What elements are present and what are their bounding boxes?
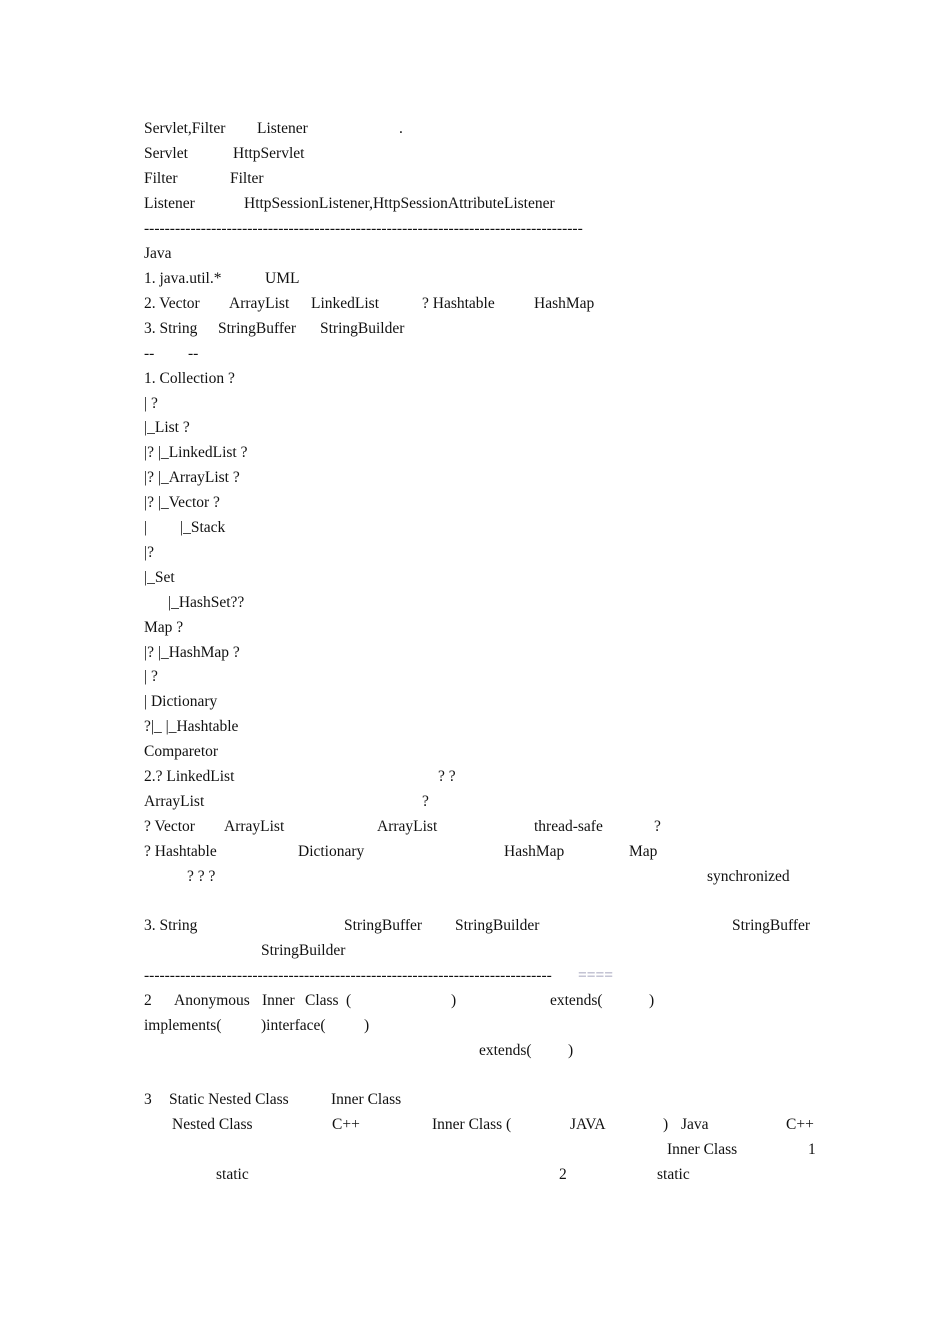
text-line bbox=[144, 166, 816, 191]
text-span: |? |_LinkedList ? bbox=[144, 444, 248, 461]
text-span: StringBuilder bbox=[455, 917, 540, 934]
separator-text: ------------------------------------------------------------------------------------- bbox=[144, 220, 583, 237]
text-span: 2 bbox=[559, 1166, 567, 1183]
text-line bbox=[144, 714, 816, 739]
text-span: |_HashSet?? bbox=[168, 594, 245, 611]
text-span: |_List ? bbox=[144, 419, 190, 436]
text-line bbox=[144, 864, 816, 889]
text-span: |? bbox=[144, 544, 154, 561]
text-line bbox=[144, 640, 816, 665]
text-span: -- bbox=[188, 345, 199, 362]
text-line bbox=[144, 664, 816, 689]
text-span: 2.? LinkedList bbox=[144, 768, 235, 785]
text-span: StringBuffer bbox=[732, 917, 811, 934]
text-line bbox=[144, 938, 816, 963]
text-line bbox=[144, 615, 816, 640]
text-span: 1. Collection ? bbox=[144, 370, 235, 387]
text-span: |_Set bbox=[144, 569, 175, 586]
text-span: Listener bbox=[257, 120, 308, 137]
text-line bbox=[144, 565, 816, 590]
text-line bbox=[144, 490, 816, 515]
text-span: ArrayList bbox=[224, 818, 285, 835]
text-span: StringBuilder bbox=[320, 320, 405, 337]
text-line bbox=[144, 341, 816, 366]
text-span: ArrayList bbox=[229, 295, 290, 312]
text-line bbox=[144, 266, 816, 291]
text-span: 2 bbox=[144, 992, 152, 1009]
text-span: Java bbox=[681, 1116, 709, 1133]
separator-line bbox=[144, 216, 816, 241]
text-span: Servlet,Filter bbox=[144, 120, 226, 137]
text-line bbox=[144, 515, 816, 540]
text-span: |? |_HashMap ? bbox=[144, 644, 240, 661]
text-span: HttpSessionListener,HttpSessionAttributeListener bbox=[244, 195, 555, 212]
text-span: implements( bbox=[144, 1017, 222, 1034]
text-span: LinkedList bbox=[311, 295, 380, 312]
text-span: Nested Class bbox=[172, 1116, 253, 1133]
text-span: )interface( bbox=[261, 1017, 326, 1034]
text-span: StringBuilder bbox=[261, 942, 346, 959]
text-line bbox=[144, 1038, 816, 1063]
text-line bbox=[144, 291, 816, 316]
text-line bbox=[144, 440, 816, 465]
text-line bbox=[144, 590, 816, 615]
separator-text: ------------------------------------------------------------------------------- bbox=[144, 967, 552, 984]
text-span: HashMap bbox=[534, 295, 595, 312]
text-span: ) bbox=[364, 1017, 370, 1034]
text-line bbox=[144, 116, 816, 141]
text-line bbox=[144, 764, 816, 789]
text-span: Comparetor bbox=[144, 743, 219, 760]
text-span: Filter bbox=[144, 170, 178, 187]
text-span: ArrayList bbox=[144, 793, 205, 810]
text-line bbox=[144, 1137, 816, 1162]
text-span: | ? bbox=[144, 395, 158, 412]
text-span: HashMap bbox=[504, 843, 565, 860]
text-span: Listener bbox=[144, 195, 195, 212]
text-span: Inner Class bbox=[331, 1091, 402, 1108]
text-line bbox=[144, 814, 816, 839]
text-span: | Dictionary bbox=[144, 693, 218, 710]
text-span: . bbox=[399, 120, 403, 137]
text-span: ) bbox=[451, 992, 457, 1009]
text-line bbox=[144, 316, 816, 341]
text-span: 3 bbox=[144, 1091, 152, 1108]
text-line bbox=[144, 1112, 816, 1137]
text-span: ArrayList bbox=[377, 818, 438, 835]
text-span: extends( bbox=[550, 992, 603, 1009]
text-span: StringBuffer bbox=[218, 320, 297, 337]
text-line bbox=[144, 689, 816, 714]
text-span: | bbox=[144, 519, 148, 536]
text-line bbox=[144, 415, 816, 440]
text-span: |? |_ArrayList ? bbox=[144, 469, 240, 486]
text-span: ? ? ? bbox=[187, 868, 216, 885]
text-span: |? |_Vector ? bbox=[144, 494, 220, 511]
text-line bbox=[144, 988, 816, 1013]
text-span: Java bbox=[144, 245, 172, 262]
text-span: Map bbox=[629, 843, 658, 860]
text-line bbox=[144, 191, 816, 216]
text-span: UML bbox=[265, 270, 300, 287]
text-span: ) bbox=[568, 1042, 574, 1059]
separator-line bbox=[144, 963, 816, 988]
text-span: Inner bbox=[262, 992, 295, 1009]
text-line bbox=[144, 739, 816, 764]
text-span: 2. Vector bbox=[144, 295, 200, 312]
separator-text: ==== bbox=[578, 967, 613, 984]
text-span: Dictionary bbox=[298, 843, 365, 860]
text-line bbox=[144, 241, 816, 266]
text-span: Class bbox=[305, 992, 339, 1009]
text-span: ) bbox=[663, 1116, 669, 1133]
text-line bbox=[144, 839, 816, 864]
text-span: Static Nested Class bbox=[169, 1091, 289, 1108]
text-span: ( bbox=[346, 992, 352, 1009]
text-span: ? Vector bbox=[144, 818, 195, 835]
text-span: |_Stack bbox=[180, 519, 226, 536]
text-span: static bbox=[216, 1166, 249, 1183]
text-span: Servlet bbox=[144, 145, 188, 162]
text-span: ?|_ |_Hashtable bbox=[144, 718, 239, 735]
text-line bbox=[144, 465, 816, 490]
text-span: 3. String bbox=[144, 917, 198, 934]
text-span: C++ bbox=[786, 1116, 814, 1133]
text-span: ? bbox=[654, 818, 661, 835]
text-span: 1 bbox=[808, 1141, 816, 1158]
text-span: | ? bbox=[144, 668, 158, 685]
text-line bbox=[144, 913, 816, 938]
text-span: Anonymous bbox=[174, 992, 250, 1009]
text-span: ? ? bbox=[438, 768, 456, 785]
text-line bbox=[144, 391, 816, 416]
text-span: C++ bbox=[332, 1116, 360, 1133]
text-span: ? Hashtable bbox=[422, 295, 495, 312]
text-line bbox=[144, 1013, 816, 1038]
text-span: 3. String bbox=[144, 320, 198, 337]
text-span: ? Hashtable bbox=[144, 843, 217, 860]
text-span: extends( bbox=[479, 1042, 532, 1059]
text-span: synchronized bbox=[707, 868, 790, 885]
text-span: Map ? bbox=[144, 619, 184, 636]
text-span: HttpServlet bbox=[233, 145, 305, 162]
text-line bbox=[144, 1162, 816, 1187]
text-line bbox=[144, 1087, 816, 1112]
text-span: thread-safe bbox=[534, 818, 603, 835]
text-span: static bbox=[657, 1166, 690, 1183]
text-line bbox=[144, 366, 816, 391]
text-span: Filter bbox=[230, 170, 264, 187]
text-span: 1. java.util.* bbox=[144, 270, 222, 287]
text-line bbox=[144, 141, 816, 166]
text-line bbox=[144, 789, 816, 814]
text-line bbox=[144, 540, 816, 565]
text-span: -- bbox=[144, 345, 155, 362]
text-span: StringBuffer bbox=[344, 917, 423, 934]
text-span: JAVA bbox=[570, 1116, 606, 1133]
text-span: ) bbox=[649, 992, 655, 1009]
text-span: Inner Class ( bbox=[432, 1116, 512, 1133]
text-span: Inner Class bbox=[667, 1141, 738, 1158]
text-span: ? bbox=[422, 793, 429, 810]
